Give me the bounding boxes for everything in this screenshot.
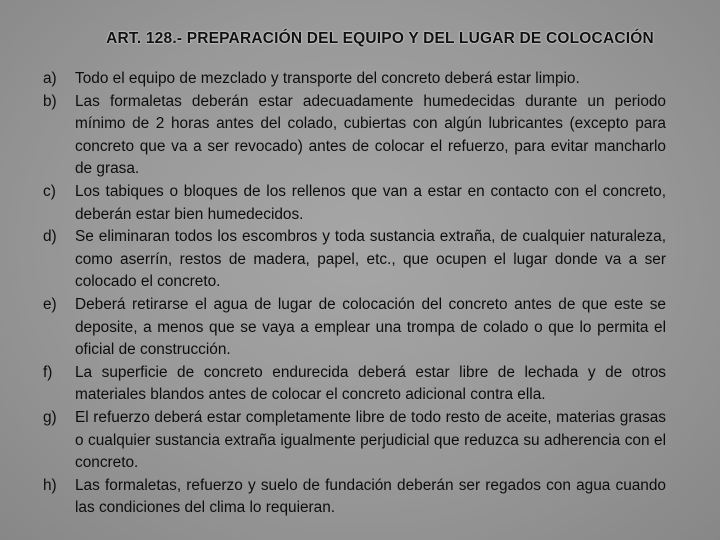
- item-text: Las formaletas, refuerzo y suelo de fundación deberán ser regados con agua cuando las condiciones del clima lo requieran.: [75, 476, 666, 517]
- list-item: [0, 226, 720, 294]
- item-text: Se eliminaran todos los escombros y toda sustancia extraña, de cualquier naturaleza, como aserrín, restos de madera, papel, etc., que ocupen el lugar donde va a ser colocado el concreto.: [75, 228, 666, 291]
- item-text: Deberá retirarse el agua de lugar de colocación del concreto antes de que este se deposite, a menos que se vaya a emplear una trompa de colado o que lo permita el oficial de construcción.: [75, 295, 666, 359]
- item-marker: h): [43, 476, 57, 494]
- item-marker: a): [43, 70, 57, 87]
- list-item: [0, 475, 720, 520]
- item-text: La superficie de concreto endurecida deberá estar libre de lechada y de otros materiales blandos antes de colocar el concreto adicional contra ella.: [75, 363, 666, 404]
- item-marker: g): [43, 408, 57, 426]
- item-marker: d): [43, 228, 57, 246]
- item-marker: c): [43, 182, 56, 200]
- list-item: [0, 68, 720, 91]
- article-title: ART. 128.- PREPARACIÓN DEL EQUIPO Y DEL LUGAR DE COLOCACIÓN: [106, 30, 654, 47]
- list-item: [0, 181, 720, 226]
- item-text: Las formaletas deberán estar adecuadamente humedecidas durante un periodo mínimo de 2 horas antes del colado, cubiertas con algún lubricantes (excepto para concreto que va a ser revocado) antes de colocar el refuerzo, para evitar mancharlo de grasa.: [75, 92, 666, 178]
- item-text: Los tabiques o bloques de los rellenos que van a estar en contacto con el concreto, deberán estar bien humedecidos.: [75, 182, 666, 223]
- item-marker: e): [43, 295, 57, 313]
- item-marker: b): [43, 92, 57, 110]
- list-item: [0, 294, 720, 362]
- list-item: [0, 407, 720, 475]
- list-item: [0, 362, 720, 407]
- item-text: El refuerzo deberá estar completamente libre de todo resto de aceite, materias grasas o cualquier sustancia extraña igualmente perjudicial que reduzca su adherencia con el concreto.: [75, 408, 666, 472]
- item-text: Todo el equipo de mezclado y transporte del concreto deberá estar limpio.: [75, 70, 580, 87]
- requirements-list: [0, 68, 720, 520]
- list-item: [0, 91, 720, 181]
- item-marker: f): [43, 363, 53, 381]
